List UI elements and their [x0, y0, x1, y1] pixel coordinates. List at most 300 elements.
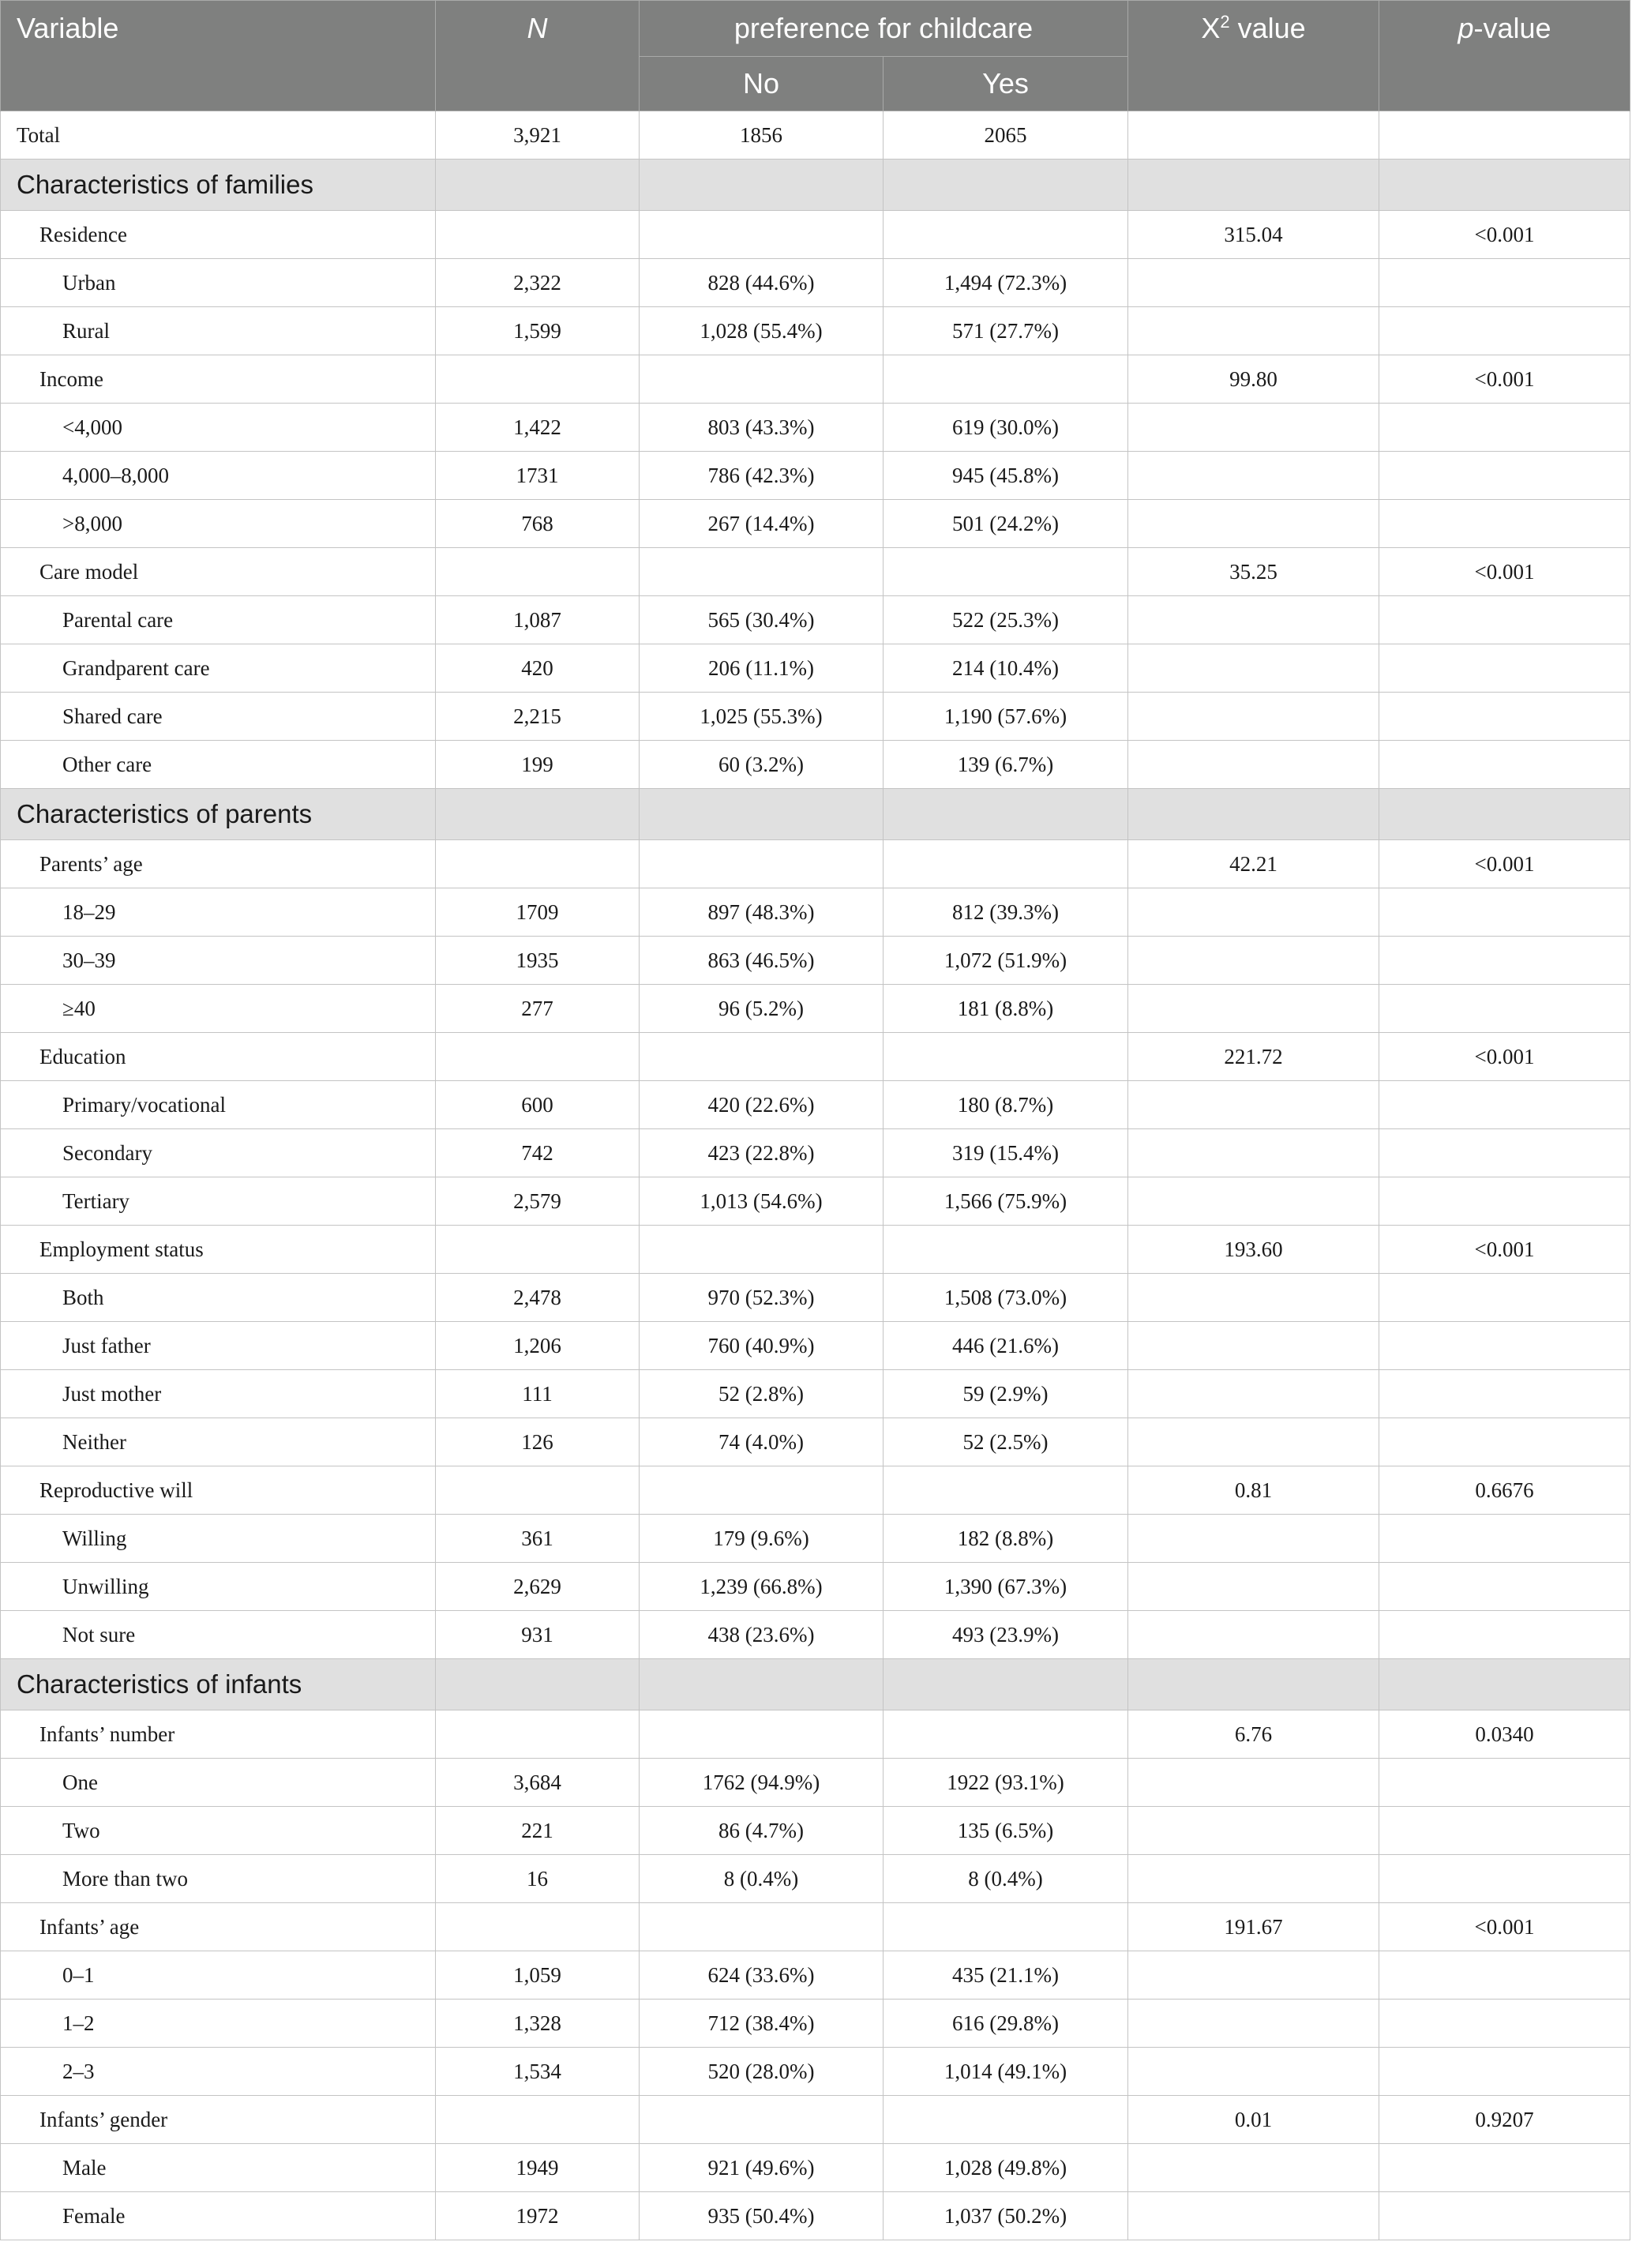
cell-yes: 501 (24.2%): [884, 500, 1128, 548]
section-label: Characteristics of parents: [1, 789, 436, 840]
cell-p-value: [1379, 452, 1630, 500]
section-empty-cell: [436, 789, 640, 840]
cell-n: 1,206: [436, 1322, 640, 1370]
category-row: [1, 1515, 1630, 1563]
cell-no: [640, 1226, 884, 1274]
category-row: [1, 1274, 1630, 1322]
cell-p-value: [1379, 1418, 1630, 1466]
cell-yes: 1,390 (67.3%): [884, 1563, 1128, 1611]
cell-p-value: [1379, 985, 1630, 1033]
cell-n: 420: [436, 644, 640, 693]
category-row: [1, 1370, 1630, 1418]
section-empty-cell: [640, 789, 884, 840]
cell-n: [436, 1033, 640, 1081]
header-n: N: [436, 1, 640, 111]
cell-chi-square: 0.01: [1128, 2096, 1379, 2144]
category-row: [1, 1081, 1630, 1129]
cell-chi-square: [1128, 1177, 1379, 1226]
cell-yes: 493 (23.9%): [884, 1611, 1128, 1659]
row-label: Rural: [1, 307, 436, 355]
cell-yes: 571 (27.7%): [884, 307, 1128, 355]
section-empty-cell: [1379, 1659, 1630, 1710]
category-row: [1, 693, 1630, 741]
cell-chi-square: 221.72: [1128, 1033, 1379, 1081]
cell-no: [640, 1710, 884, 1759]
section-empty-cell: [1128, 1659, 1379, 1710]
cell-yes: 1,072 (51.9%): [884, 937, 1128, 985]
row-label: Grandparent care: [1, 644, 436, 693]
header-chi-rest: value: [1229, 12, 1306, 44]
category-row: [1, 452, 1630, 500]
cell-yes: 435 (21.1%): [884, 1951, 1128, 2000]
cell-n: [436, 840, 640, 888]
cell-chi-square: [1128, 1563, 1379, 1611]
cell-chi-square: [1128, 2192, 1379, 2240]
category-row: [1, 2144, 1630, 2192]
cell-p-value: <0.001: [1379, 355, 1630, 404]
section-empty-cell: [640, 160, 884, 211]
cell-chi-square: [1128, 888, 1379, 937]
cell-yes: [884, 1903, 1128, 1951]
header-p-rest: -value: [1473, 12, 1551, 44]
cell-n: 221: [436, 1807, 640, 1855]
row-label: Not sure: [1, 1611, 436, 1659]
cell-yes: 135 (6.5%): [884, 1807, 1128, 1855]
cell-p-value: [1379, 1515, 1630, 1563]
category-row: [1, 1855, 1630, 1903]
cell-yes: 180 (8.7%): [884, 1081, 1128, 1129]
cell-n: 1949: [436, 2144, 640, 2192]
cell-yes: 812 (39.3%): [884, 888, 1128, 937]
cell-yes: [884, 2096, 1128, 2144]
cell-yes: 1,190 (57.6%): [884, 693, 1128, 741]
cell-chi-square: [1128, 1370, 1379, 1418]
cell-p-value: <0.001: [1379, 840, 1630, 888]
category-row: [1, 2192, 1630, 2240]
cell-no: 786 (42.3%): [640, 452, 884, 500]
cell-no: 8 (0.4%): [640, 1855, 884, 1903]
category-row: [1, 500, 1630, 548]
category-row: [1, 259, 1630, 307]
cell-no: 267 (14.4%): [640, 500, 884, 548]
cell-chi-square: [1128, 1807, 1379, 1855]
cell-no: 420 (22.6%): [640, 1081, 884, 1129]
cell-n: [436, 2096, 640, 2144]
cell-no: [640, 548, 884, 596]
category-row: [1, 307, 1630, 355]
cell-chi-square: 315.04: [1128, 211, 1379, 259]
variable-row: [1, 211, 1630, 259]
cell-chi-square: [1128, 259, 1379, 307]
cell-chi-square: [1128, 1951, 1379, 2000]
cell-yes: 522 (25.3%): [884, 596, 1128, 644]
cell-no: 1762 (94.9%): [640, 1759, 884, 1807]
row-label: Education: [1, 1033, 436, 1081]
row-label: Willing: [1, 1515, 436, 1563]
section-empty-cell: [884, 1659, 1128, 1710]
cell-no: 803 (43.3%): [640, 404, 884, 452]
cell-n: 1709: [436, 888, 640, 937]
row-label: Neither: [1, 1418, 436, 1466]
cell-no: 760 (40.9%): [640, 1322, 884, 1370]
cell-no: 52 (2.8%): [640, 1370, 884, 1418]
cell-no: [640, 211, 884, 259]
cell-n: 1,534: [436, 2048, 640, 2096]
cell-n: 2,579: [436, 1177, 640, 1226]
cell-n: 1935: [436, 937, 640, 985]
cell-chi-square: [1128, 404, 1379, 452]
category-row: [1, 741, 1630, 789]
cell-no: 863 (46.5%): [640, 937, 884, 985]
cell-chi-square: [1128, 1515, 1379, 1563]
row-label: Just mother: [1, 1370, 436, 1418]
cell-chi-square: [1128, 2048, 1379, 2096]
row-label: Two: [1, 1807, 436, 1855]
category-row: [1, 1129, 1630, 1177]
cell-p-value: [1379, 1563, 1630, 1611]
row-label: 18–29: [1, 888, 436, 937]
cell-chi-square: [1128, 741, 1379, 789]
section-empty-cell: [1379, 789, 1630, 840]
cell-no: 520 (28.0%): [640, 2048, 884, 2096]
cell-yes: 616 (29.8%): [884, 2000, 1128, 2048]
category-row: [1, 596, 1630, 644]
cell-no: 423 (22.8%): [640, 1129, 884, 1177]
cell-chi-square: 35.25: [1128, 548, 1379, 596]
cell-n: [436, 1226, 640, 1274]
category-row: [1, 1807, 1630, 1855]
cell-n: 1,087: [436, 596, 640, 644]
cell-yes: 1922 (93.1%): [884, 1759, 1128, 1807]
cell-chi-square: [1128, 1418, 1379, 1466]
section-empty-cell: [884, 789, 1128, 840]
cell-yes: [884, 1226, 1128, 1274]
section-row: [1, 160, 1630, 211]
row-label: 4,000–8,000: [1, 452, 436, 500]
cell-yes: 1,028 (49.8%): [884, 2144, 1128, 2192]
category-row: [1, 1951, 1630, 2000]
cell-no: 565 (30.4%): [640, 596, 884, 644]
row-label: Infants’ number: [1, 1710, 436, 1759]
row-label: Male: [1, 2144, 436, 2192]
cell-chi-square: 6.76: [1128, 1710, 1379, 1759]
cell-n: 199: [436, 741, 640, 789]
header-chi-square: [1128, 1, 1379, 111]
category-row: [1, 1759, 1630, 1807]
row-label: Shared care: [1, 693, 436, 741]
cell-no: 921 (49.6%): [640, 2144, 884, 2192]
category-row: [1, 985, 1630, 1033]
cell-p-value: [1379, 1951, 1630, 2000]
cell-chi-square: [1128, 937, 1379, 985]
cell-yes: 1,494 (72.3%): [884, 259, 1128, 307]
cell-n: 1,422: [436, 404, 640, 452]
section-empty-cell: [640, 1659, 884, 1710]
cell-no: 970 (52.3%): [640, 1274, 884, 1322]
cell-no: 935 (50.4%): [640, 2192, 884, 2240]
cell-no: [640, 355, 884, 404]
cell-chi-square: [1128, 2144, 1379, 2192]
cell-p-value: 0.6676: [1379, 1466, 1630, 1515]
cell-no: 897 (48.3%): [640, 888, 884, 937]
cell-p-value: [1379, 741, 1630, 789]
row-label: Urban: [1, 259, 436, 307]
category-row: [1, 2048, 1630, 2096]
cell-no: 1,013 (54.6%): [640, 1177, 884, 1226]
cell-chi-square: [1128, 693, 1379, 741]
cell-p-value: [1379, 307, 1630, 355]
cell-n: 1731: [436, 452, 640, 500]
cell-yes: 619 (30.0%): [884, 404, 1128, 452]
total-row: [1, 111, 1630, 160]
variable-row: [1, 2096, 1630, 2144]
cell-yes: 181 (8.8%): [884, 985, 1128, 1033]
cell-chi-square: [1128, 1081, 1379, 1129]
cell-n: 1,328: [436, 2000, 640, 2048]
cell-n: 2,478: [436, 1274, 640, 1322]
cell-chi-square: [1128, 644, 1379, 693]
cell-chi-square: [1128, 111, 1379, 160]
section-empty-cell: [1128, 789, 1379, 840]
cell-no: 86 (4.7%): [640, 1807, 884, 1855]
cell-no: 828 (44.6%): [640, 259, 884, 307]
cell-yes: 2065: [884, 111, 1128, 160]
variable-row: [1, 355, 1630, 404]
cell-p-value: [1379, 1759, 1630, 1807]
cell-chi-square: [1128, 307, 1379, 355]
header-p-italic: p: [1458, 12, 1474, 44]
row-label: One: [1, 1759, 436, 1807]
cell-p-value: [1379, 2144, 1630, 2192]
cell-chi-square: [1128, 985, 1379, 1033]
cell-no: [640, 1466, 884, 1515]
cell-yes: [884, 548, 1128, 596]
category-row: [1, 1563, 1630, 1611]
cell-no: 1,025 (55.3%): [640, 693, 884, 741]
section-row: [1, 1659, 1630, 1710]
cell-p-value: [1379, 1129, 1630, 1177]
row-label: Both: [1, 1274, 436, 1322]
row-label: Unwilling: [1, 1563, 436, 1611]
cell-chi-square: [1128, 1129, 1379, 1177]
category-row: [1, 1177, 1630, 1226]
row-label: 0–1: [1, 1951, 436, 2000]
cell-p-value: <0.001: [1379, 1033, 1630, 1081]
cell-n: 2,322: [436, 259, 640, 307]
header-preference: preference for childcare: [640, 1, 1128, 57]
cell-p-value: <0.001: [1379, 1226, 1630, 1274]
cell-yes: [884, 211, 1128, 259]
cell-no: 712 (38.4%): [640, 2000, 884, 2048]
section-empty-cell: [884, 160, 1128, 211]
category-row: [1, 1418, 1630, 1466]
section-empty-cell: [436, 1659, 640, 1710]
cell-p-value: [1379, 500, 1630, 548]
cell-no: 60 (3.2%): [640, 741, 884, 789]
cell-n: 277: [436, 985, 640, 1033]
variable-row: [1, 1033, 1630, 1081]
row-label: Secondary: [1, 1129, 436, 1177]
cell-p-value: [1379, 1611, 1630, 1659]
cell-chi-square: [1128, 1322, 1379, 1370]
cell-n: 1,599: [436, 307, 640, 355]
cell-n: 1,059: [436, 1951, 640, 2000]
row-label: <4,000: [1, 404, 436, 452]
section-label: Characteristics of families: [1, 160, 436, 211]
cell-n: [436, 1710, 640, 1759]
category-row: [1, 644, 1630, 693]
cell-n: [436, 211, 640, 259]
cell-chi-square: [1128, 500, 1379, 548]
cell-n: 126: [436, 1418, 640, 1466]
cell-n: 1972: [436, 2192, 640, 2240]
cell-chi-square: 42.21: [1128, 840, 1379, 888]
header-no: No: [640, 57, 884, 111]
header-variable: Variable: [1, 1, 436, 111]
row-label: 2–3: [1, 2048, 436, 2096]
row-label: 30–39: [1, 937, 436, 985]
header-p-value: [1379, 1, 1630, 111]
cell-yes: 182 (8.8%): [884, 1515, 1128, 1563]
cell-n: 16: [436, 1855, 640, 1903]
row-label: 1–2: [1, 2000, 436, 2048]
row-label: Infants’ age: [1, 1903, 436, 1951]
table-header: [1, 1, 1630, 111]
category-row: [1, 1611, 1630, 1659]
cell-no: [640, 2096, 884, 2144]
category-row: [1, 888, 1630, 937]
cell-n: 931: [436, 1611, 640, 1659]
cell-chi-square: [1128, 452, 1379, 500]
variable-row: [1, 840, 1630, 888]
category-row: [1, 2000, 1630, 2048]
cell-chi-square: [1128, 1759, 1379, 1807]
row-label: Care model: [1, 548, 436, 596]
cell-yes: [884, 840, 1128, 888]
cell-p-value: [1379, 1370, 1630, 1418]
cell-yes: 1,014 (49.1%): [884, 2048, 1128, 2096]
cell-p-value: [1379, 2192, 1630, 2240]
cell-chi-square: [1128, 1611, 1379, 1659]
row-label: Primary/vocational: [1, 1081, 436, 1129]
cell-yes: 1,037 (50.2%): [884, 2192, 1128, 2240]
row-label: Just father: [1, 1322, 436, 1370]
cell-p-value: [1379, 111, 1630, 160]
variable-row: [1, 1226, 1630, 1274]
variable-row: [1, 548, 1630, 596]
cell-no: 1,239 (66.8%): [640, 1563, 884, 1611]
cell-chi-square: [1128, 1855, 1379, 1903]
cell-yes: [884, 1710, 1128, 1759]
cell-n: 361: [436, 1515, 640, 1563]
cell-p-value: 0.0340: [1379, 1710, 1630, 1759]
cell-chi-square: 0.81: [1128, 1466, 1379, 1515]
cell-yes: 319 (15.4%): [884, 1129, 1128, 1177]
cell-no: [640, 840, 884, 888]
cell-p-value: <0.001: [1379, 1903, 1630, 1951]
cell-chi-square: [1128, 596, 1379, 644]
cell-p-value: [1379, 2048, 1630, 2096]
cell-n: 768: [436, 500, 640, 548]
cell-yes: 139 (6.7%): [884, 741, 1128, 789]
variable-row: [1, 1710, 1630, 1759]
category-row: [1, 404, 1630, 452]
cell-n: [436, 548, 640, 596]
cell-chi-square: 99.80: [1128, 355, 1379, 404]
cell-no: [640, 1903, 884, 1951]
section-label: Characteristics of infants: [1, 1659, 436, 1710]
cell-n: [436, 355, 640, 404]
cell-p-value: [1379, 1855, 1630, 1903]
cell-p-value: [1379, 2000, 1630, 2048]
category-row: [1, 937, 1630, 985]
row-label: Residence: [1, 211, 436, 259]
cell-n: 2,215: [436, 693, 640, 741]
cell-p-value: <0.001: [1379, 211, 1630, 259]
cell-yes: 52 (2.5%): [884, 1418, 1128, 1466]
cell-n: 111: [436, 1370, 640, 1418]
cell-chi-square: 193.60: [1128, 1226, 1379, 1274]
row-label: More than two: [1, 1855, 436, 1903]
cell-no: 179 (9.6%): [640, 1515, 884, 1563]
cell-p-value: [1379, 937, 1630, 985]
cell-no: 438 (23.6%): [640, 1611, 884, 1659]
header-row-1: [1, 1, 1630, 57]
cell-p-value: [1379, 1177, 1630, 1226]
cell-yes: 59 (2.9%): [884, 1370, 1128, 1418]
cell-no: 624 (33.6%): [640, 1951, 884, 2000]
row-label: Infants’ gender: [1, 2096, 436, 2144]
cell-yes: [884, 1466, 1128, 1515]
row-label: Parental care: [1, 596, 436, 644]
cell-yes: [884, 355, 1128, 404]
cell-no: 206 (11.1%): [640, 644, 884, 693]
cell-chi-square: 191.67: [1128, 1903, 1379, 1951]
cell-p-value: [1379, 1807, 1630, 1855]
cell-p-value: 0.9207: [1379, 2096, 1630, 2144]
cell-yes: 1,566 (75.9%): [884, 1177, 1128, 1226]
cell-no: 1856: [640, 111, 884, 160]
cell-n: 3,921: [436, 111, 640, 160]
cell-yes: 214 (10.4%): [884, 644, 1128, 693]
variable-row: [1, 1903, 1630, 1951]
cell-chi-square: [1128, 2000, 1379, 2048]
row-label: ≥40: [1, 985, 436, 1033]
section-empty-cell: [436, 160, 640, 211]
cell-n: [436, 1466, 640, 1515]
cell-yes: 8 (0.4%): [884, 1855, 1128, 1903]
header-yes: Yes: [884, 57, 1128, 111]
cell-p-value: [1379, 644, 1630, 693]
row-label: Tertiary: [1, 1177, 436, 1226]
row-label: Total: [1, 111, 436, 160]
cell-yes: [884, 1033, 1128, 1081]
cell-n: [436, 1903, 640, 1951]
cell-no: 1,028 (55.4%): [640, 307, 884, 355]
row-label: Income: [1, 355, 436, 404]
section-row: [1, 789, 1630, 840]
cell-no: [640, 1033, 884, 1081]
cell-chi-square: [1128, 1274, 1379, 1322]
row-label: >8,000: [1, 500, 436, 548]
cell-n: 3,684: [436, 1759, 640, 1807]
cell-p-value: [1379, 1322, 1630, 1370]
cell-p-value: [1379, 596, 1630, 644]
cell-p-value: <0.001: [1379, 548, 1630, 596]
section-empty-cell: [1379, 160, 1630, 211]
category-row: [1, 1322, 1630, 1370]
cell-p-value: [1379, 1081, 1630, 1129]
